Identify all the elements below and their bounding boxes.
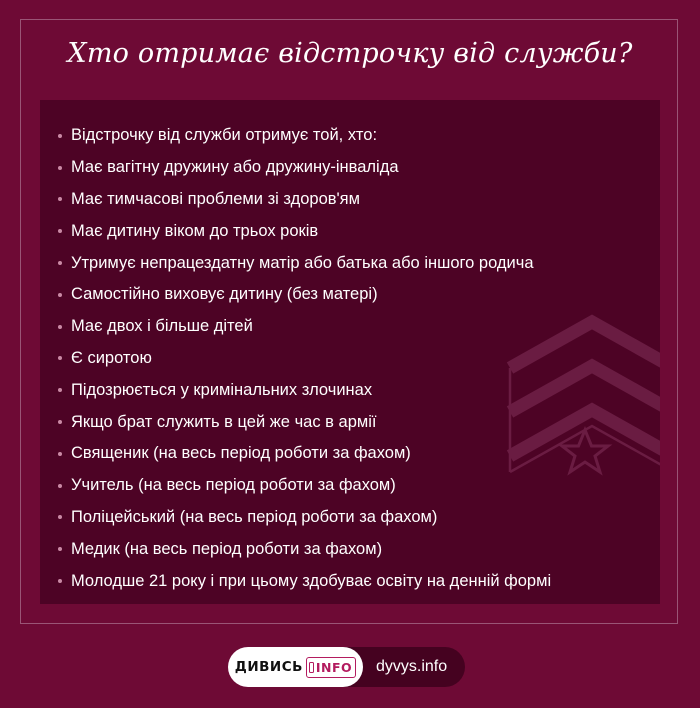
bullet-icon <box>58 229 62 233</box>
list-item <box>58 279 551 311</box>
list-item-text: Самостійно виховує дитину (без матері) <box>71 285 378 304</box>
bullet-icon <box>58 261 62 265</box>
bullet-icon <box>58 293 62 297</box>
list-item <box>58 120 551 152</box>
list-item-text: Підозрюється у кримінальних злочинах <box>71 380 373 399</box>
list-item <box>58 215 551 247</box>
logo-info-box <box>306 657 356 678</box>
list-item <box>58 406 551 438</box>
list-item-text: Має вагітну дружину або дружину-інваліда <box>71 158 399 177</box>
bullet-icon <box>58 197 62 201</box>
list-item <box>58 247 551 279</box>
list-item <box>58 533 551 565</box>
list-item-text: Утримує непрацездатну матір або батька або іншого родича <box>71 253 534 272</box>
list-item <box>58 438 551 470</box>
logo-word: ДИВИСЬ <box>234 659 303 675</box>
list-item-text: Священик (на весь період роботи за фахом) <box>71 444 411 463</box>
phone-icon <box>309 662 314 673</box>
star-icon <box>562 430 608 472</box>
list-item-text: Поліцейський (на весь період роботи за фахом) <box>71 507 438 526</box>
list-item-text: Учитель (на весь період роботи за фахом) <box>71 476 396 495</box>
list-item <box>58 502 551 534</box>
logo-info-text: INFO <box>315 659 353 675</box>
list-item-text: Має двох і більше дітей <box>71 317 253 336</box>
list-item-text: Молодше 21 року і при цьому здобуває освіту на денній формі <box>71 571 552 590</box>
list-item-text: Є сиротою <box>71 348 152 367</box>
bullet-icon <box>58 420 62 424</box>
bullet-icon <box>58 388 62 392</box>
list-item <box>58 343 551 375</box>
bullet-icon <box>58 515 62 519</box>
site-link[interactable]: dyvys.info <box>343 647 465 687</box>
deferment-list <box>58 120 551 597</box>
list-item <box>58 565 551 597</box>
list-item <box>58 152 551 184</box>
list-item-text: Медик (на весь період роботи за фахом) <box>71 539 383 558</box>
list-item <box>58 470 551 502</box>
bullet-icon <box>58 166 62 170</box>
list-item <box>58 374 551 406</box>
page-title: Хто отримає відстрочку від служби? <box>67 38 633 69</box>
list-item-text: Має дитину віком до трьох років <box>71 221 319 240</box>
list-item-text: Якщо брат служить в цей же час в армії <box>71 412 377 431</box>
list-panel <box>40 100 660 604</box>
bullet-icon <box>58 484 62 488</box>
bullet-icon <box>58 452 62 456</box>
list-item <box>58 311 551 343</box>
footer-branding <box>228 647 472 687</box>
bullet-icon <box>58 579 62 583</box>
bullet-icon <box>58 356 62 360</box>
bullet-icon <box>58 134 62 138</box>
list-item-text: Має тимчасові проблеми зі здоров'ям <box>71 189 360 208</box>
bullet-icon <box>58 547 62 551</box>
list-item <box>58 184 551 216</box>
bullet-icon <box>58 325 62 329</box>
brand-logo[interactable] <box>228 647 363 687</box>
list-item-text: Відстрочку від служби отримує той, хто: <box>71 126 378 145</box>
